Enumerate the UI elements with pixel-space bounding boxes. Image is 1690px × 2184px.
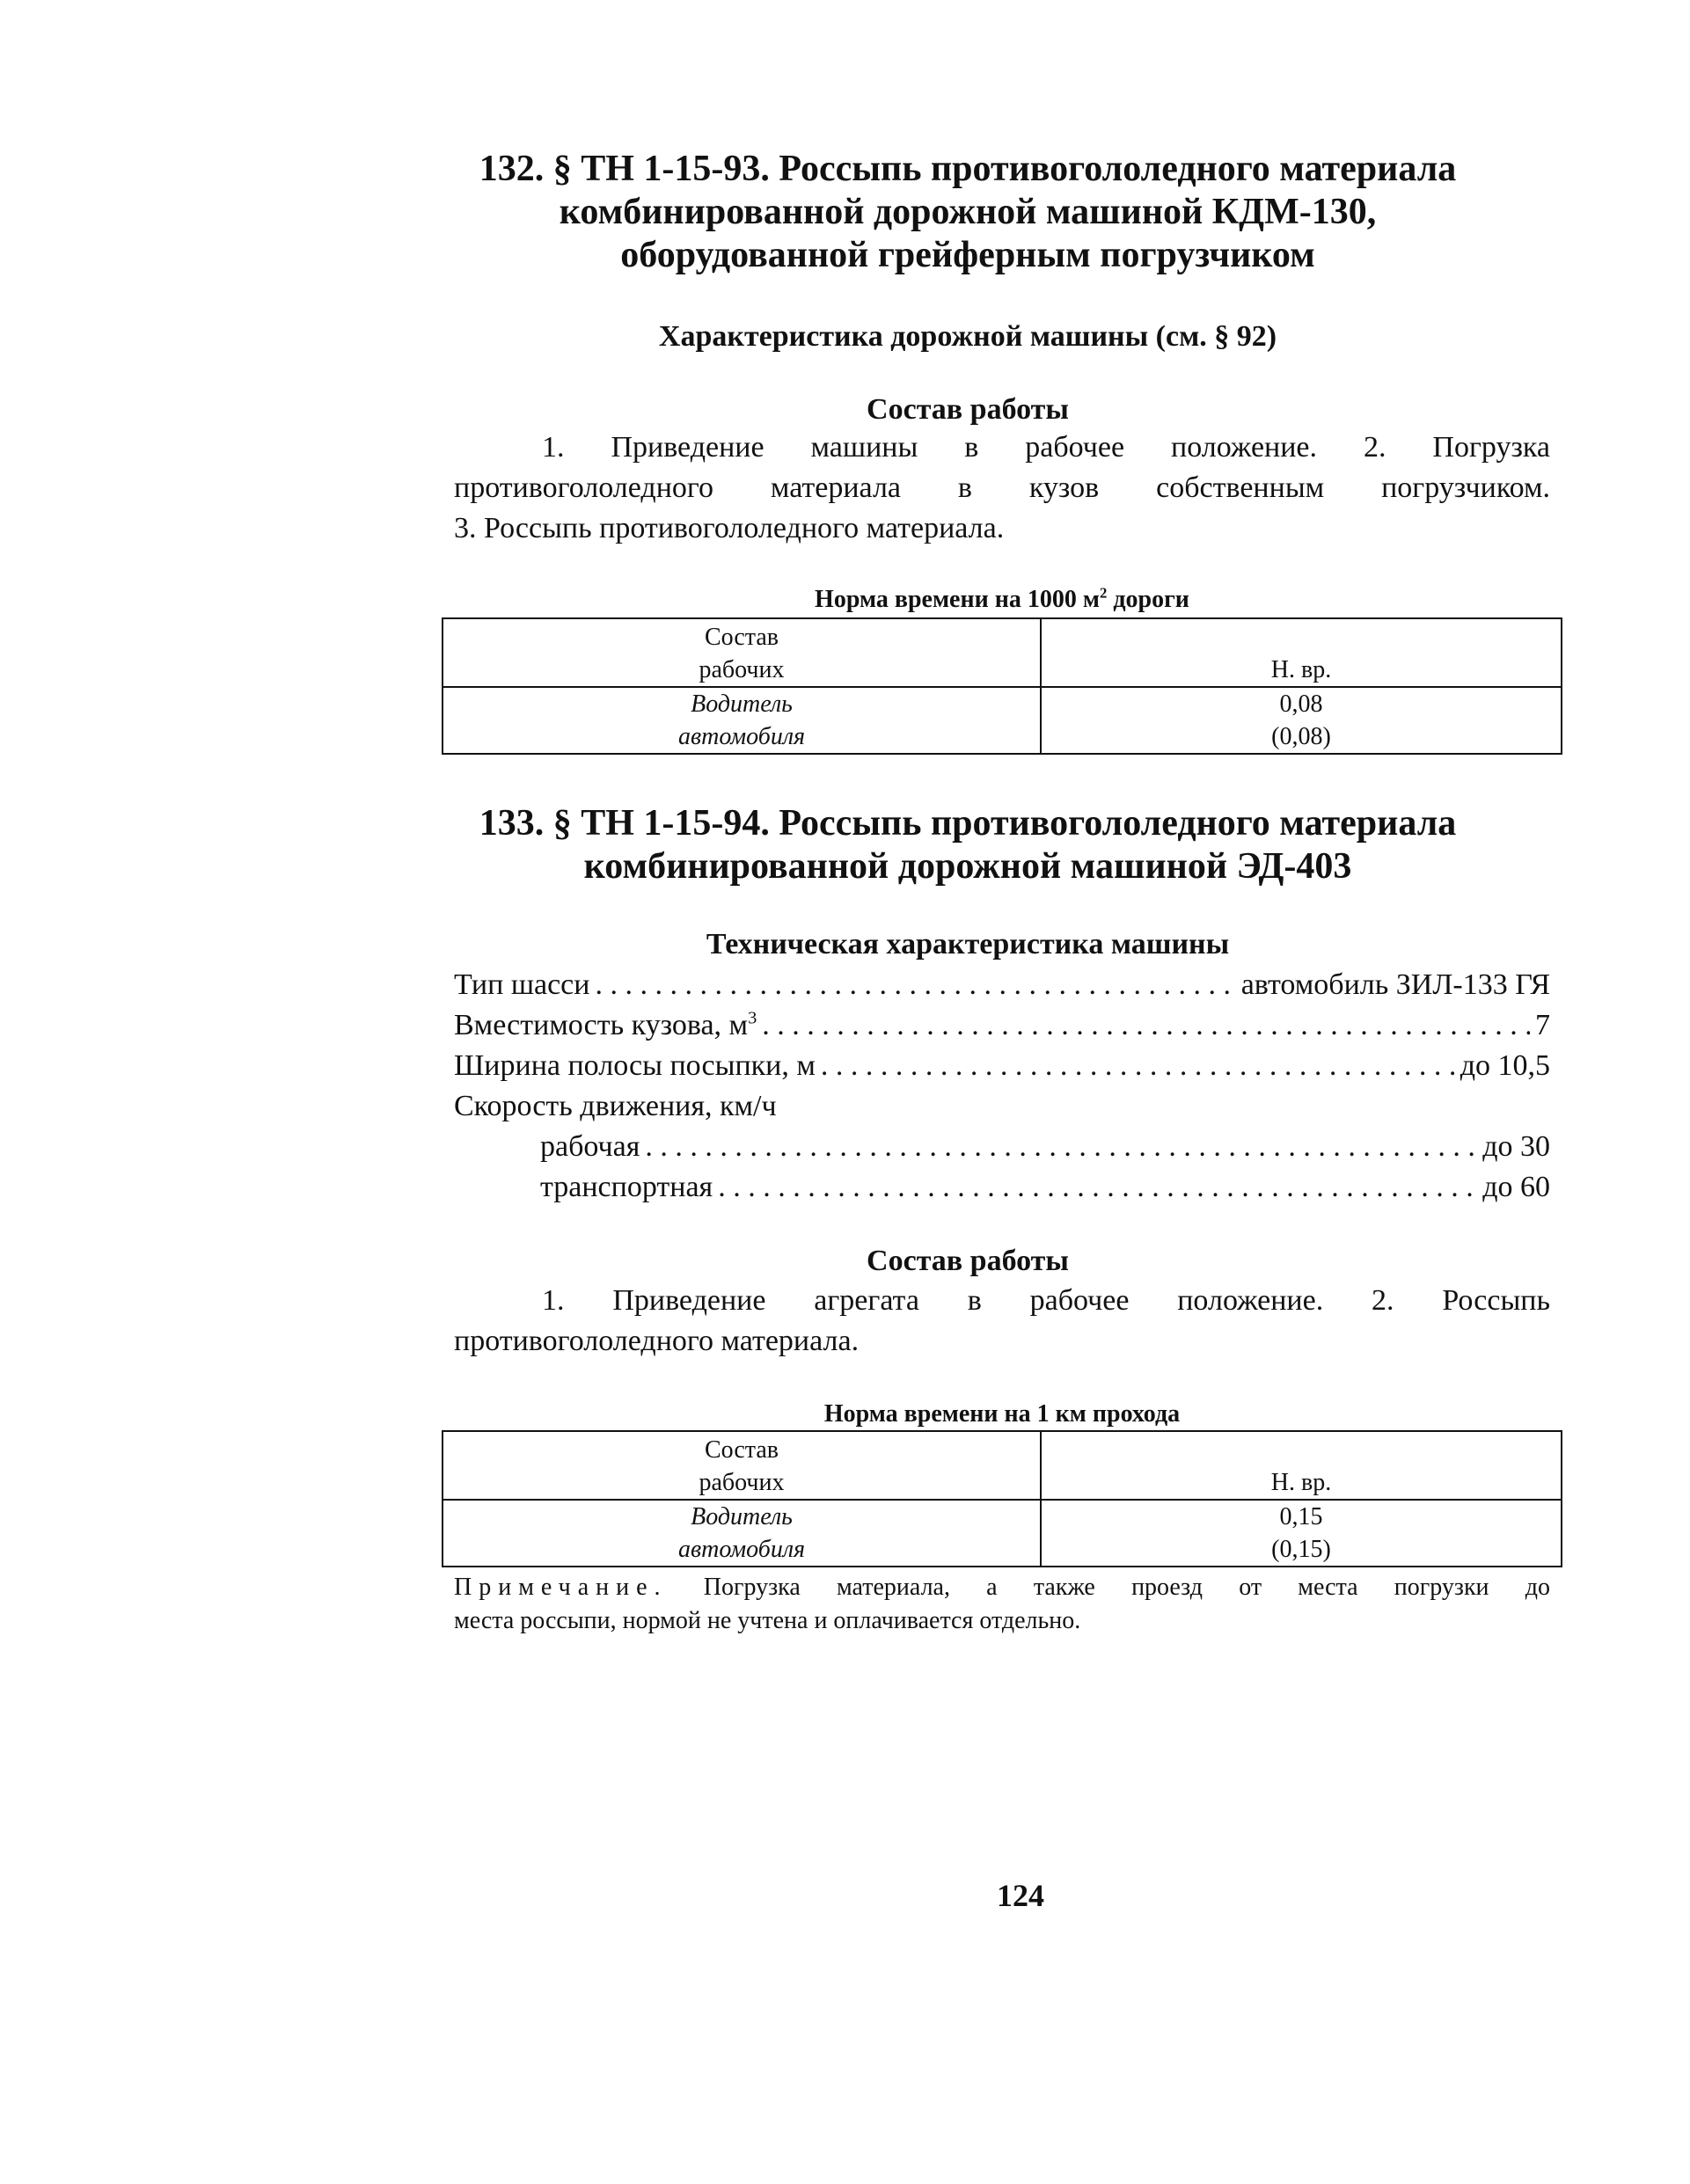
section-132-title-line-3: оборудованной грейферным погрузчиком — [620, 235, 1315, 275]
section-132-characteristic: Характеристика дорожной машины (см. § 92) — [658, 320, 1277, 353]
section-133-work-heading: Состав работы — [867, 1245, 1069, 1277]
section-133-note — [454, 1571, 1550, 1638]
table-row — [443, 1500, 1562, 1567]
spec-chassis-value: автомобиль ЗИЛ-133 ГЯ — [1240, 968, 1550, 1001]
spec-chassis-label: Тип шасси — [454, 968, 590, 1001]
section-132-table-caption-text: Норма времени на 1000 м — [815, 586, 1100, 613]
header-cell-norm — [1041, 1431, 1562, 1500]
note-line-1 — [454, 1571, 1550, 1604]
spec-row-width — [454, 1046, 1550, 1086]
cell-worker-name — [443, 1500, 1041, 1567]
section-133-title-line-2: комбинированной дорожной машиной ЭД-403 — [583, 846, 1352, 887]
spec-transport-value: до 60 — [1482, 1171, 1550, 1203]
leader-dots — [718, 1167, 1477, 1208]
header-workers-line-1: Состав — [704, 624, 779, 651]
section-133-title-line-1: 133. § ТН 1-15-94. Россыпь противогололедного материала — [479, 803, 1457, 844]
section-132-title-line-2: комбинированной дорожной машиной КДМ-130, — [559, 192, 1377, 232]
worker-name-line-2: автомобиля — [677, 723, 806, 750]
spec-capacity-label — [454, 1005, 757, 1046]
worker-name-line-2: автомобиля — [677, 1536, 806, 1563]
cell-worker-name — [443, 687, 1041, 754]
section-132-work-line-2: противогололедного материала в кузов собственным погрузчиком. — [454, 471, 1550, 504]
norm-value-line-2: (0,08) — [1271, 723, 1331, 750]
section-133-work-line-1: 1. Приведение агрегата в рабочее положение. 2. Россыпь — [542, 1284, 1550, 1317]
header-workers-line-2: рабочих — [699, 656, 785, 683]
norm-value-line-2: (0,15) — [1271, 1536, 1331, 1563]
section-132-work-heading: Состав работы — [867, 393, 1069, 426]
section-132-norm-table — [442, 617, 1562, 755]
cell-norm-value — [1041, 687, 1562, 754]
table-row — [443, 687, 1562, 754]
spec-transport-label: транспортная — [540, 1171, 713, 1203]
leader-dots — [645, 1127, 1477, 1167]
section-133-work-line-2: противогололедного материала. — [454, 1325, 860, 1357]
table-header-row — [443, 618, 1562, 687]
spec-row-capacity — [454, 1005, 1550, 1046]
table-header-row — [443, 1431, 1562, 1500]
norm-value-line-1: 0,15 — [1279, 1503, 1323, 1530]
spec-capacity-sup: 3 — [748, 1008, 757, 1028]
leader-dots — [762, 1005, 1530, 1046]
note-line-2: места россыпи, нормой не учтена и оплачивается отдельно. — [454, 1607, 1081, 1634]
spec-working-label: рабочая — [540, 1130, 640, 1163]
cell-norm-value — [1041, 1500, 1562, 1567]
section-133-work-paragraph — [454, 1281, 1550, 1362]
section-133-tech-heading: Техническая характеристика машины — [706, 928, 1230, 961]
section-132-title-line-1: 132. § ТН 1-15-93. Россыпь противогололедного материала — [479, 149, 1457, 189]
header-cell-norm — [1041, 618, 1562, 687]
page-number: 124 — [997, 1878, 1044, 1913]
section-132-work-line-3: 3. Россыпь противогололедного материала. — [454, 512, 1005, 544]
section-132-title — [369, 148, 1566, 277]
spec-capacity-value: 7 — [1535, 1009, 1550, 1041]
header-norm-label: Н. вр. — [1270, 656, 1332, 683]
leader-dots — [821, 1046, 1455, 1086]
spec-row-transport-speed — [540, 1167, 1550, 1208]
header-cell-workers — [443, 1431, 1041, 1500]
section-132-table-caption-tail: дороги — [1107, 586, 1189, 613]
worker-name-line-1: Водитель — [691, 1503, 793, 1530]
section-132-table-caption — [442, 586, 1562, 614]
section-133-table-caption: Норма времени на 1 км прохода — [823, 1400, 1181, 1428]
leader-dots — [595, 965, 1235, 1005]
spec-row-chassis — [454, 965, 1550, 1005]
spec-working-value: до 30 — [1482, 1130, 1550, 1163]
spec-speed-label: Скорость движения, км/ч — [454, 1090, 777, 1122]
worker-name-line-1: Водитель — [691, 690, 793, 718]
header-norm-label: Н. вр. — [1270, 1469, 1332, 1496]
section-133-title — [369, 802, 1566, 888]
header-cell-workers — [443, 618, 1041, 687]
norm-value-line-1: 0,08 — [1279, 690, 1323, 718]
section-132-work-line-1: 1. Приведение машины в рабочее положение. 2. Погрузка — [542, 431, 1550, 464]
section-132-work-paragraph — [454, 427, 1550, 549]
spec-row-working-speed — [540, 1127, 1550, 1167]
section-132-table-caption-sup: 2 — [1099, 584, 1108, 602]
section-133-norm-table — [442, 1430, 1562, 1567]
spec-capacity-label-text: Вместимость кузова, м — [454, 1009, 749, 1041]
header-workers-line-2: рабочих — [699, 1469, 785, 1496]
spec-width-label: Ширина полосы посыпки, м — [454, 1049, 816, 1082]
note-label: Примечание. — [454, 1574, 668, 1601]
spec-width-value: до 10,5 — [1460, 1049, 1550, 1082]
header-workers-line-1: Состав — [704, 1436, 779, 1464]
note-line-1-text: Погрузка материала, а также проезд от места погрузки до — [667, 1574, 1550, 1601]
